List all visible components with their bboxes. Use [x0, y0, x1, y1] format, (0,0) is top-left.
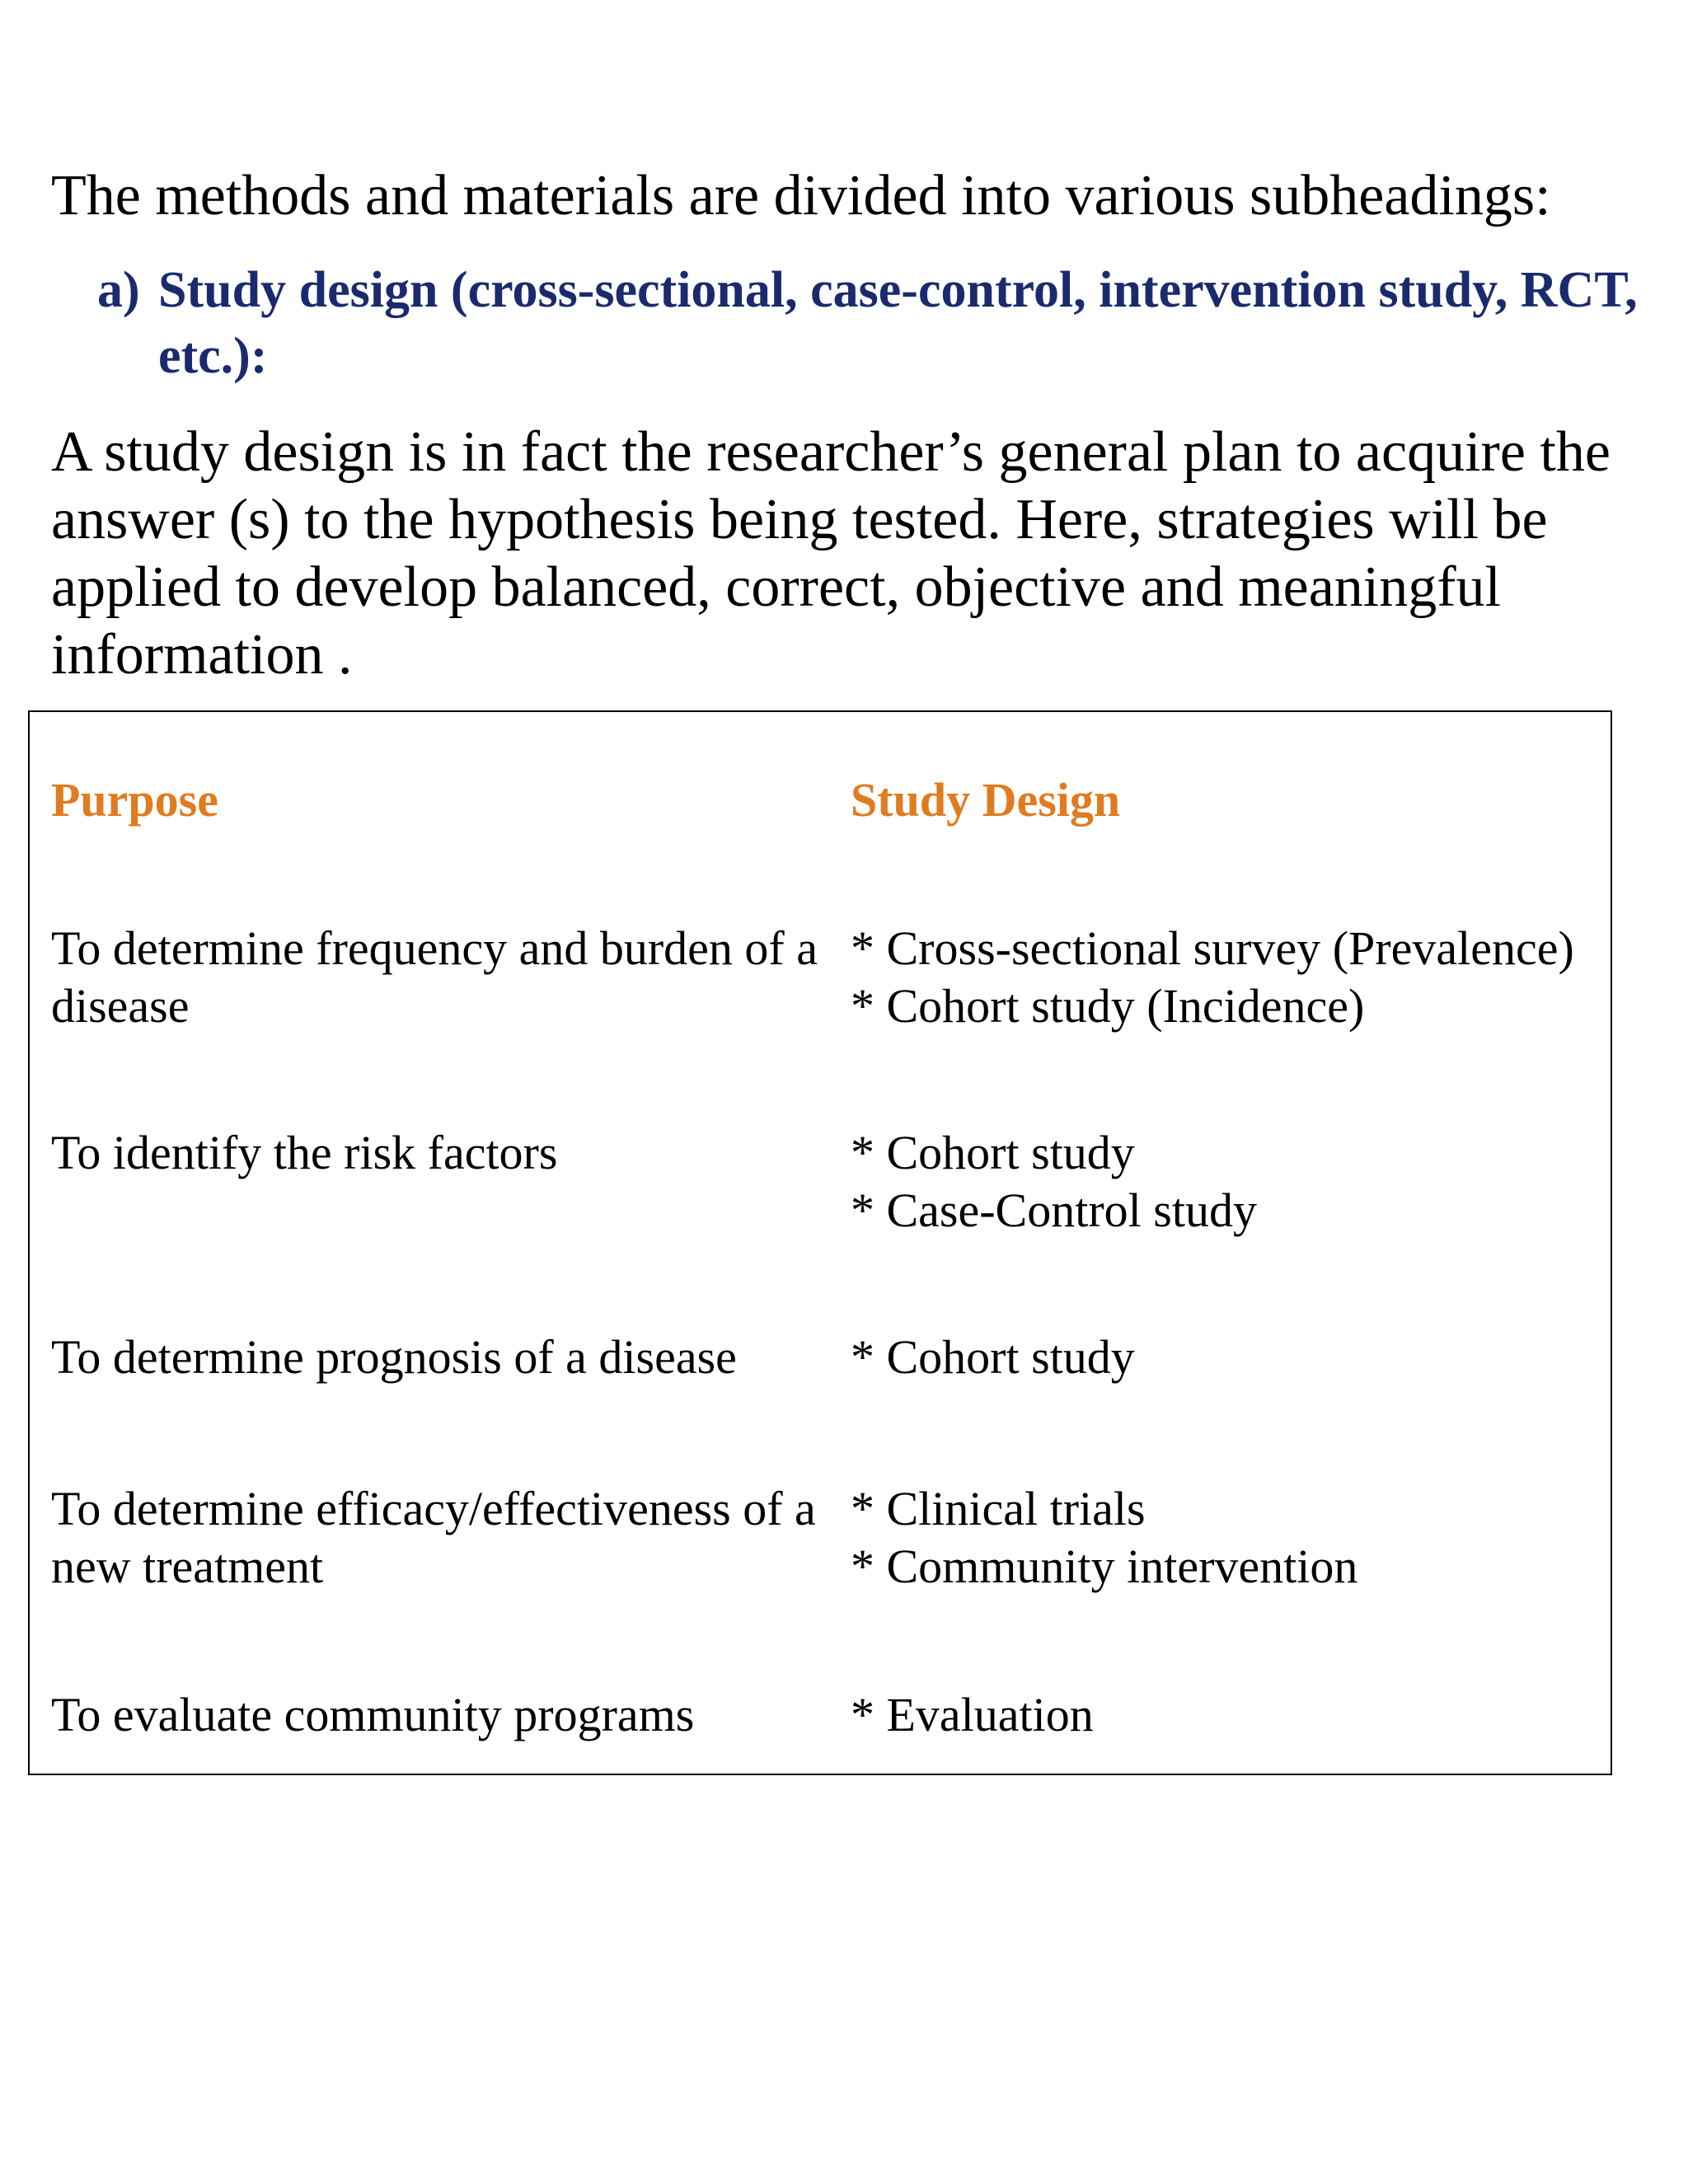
subheading-marker: a): [97, 262, 140, 318]
design-item: * Clinical trials: [851, 1482, 1146, 1535]
purpose-design-table: [28, 710, 1612, 1775]
design-item: * Cohort study (Incidence): [851, 979, 1365, 1033]
row-designs: [851, 1329, 1609, 1386]
row-purpose: To evaluate community programs: [51, 1688, 695, 1741]
design-item: * Evaluation: [851, 1688, 1094, 1741]
row-purpose: To determine frequency and burden of a disease: [51, 921, 818, 1033]
row-purpose: To identify the risk factors: [51, 1126, 558, 1179]
row-designs: [851, 1480, 1609, 1596]
row-purpose: To determine efficacy/effectiveness of a new treatment: [51, 1482, 816, 1593]
header-purpose: Purpose: [51, 773, 218, 827]
row-designs: [851, 1124, 1609, 1240]
row-purpose: To determine prognosis of a disease: [51, 1330, 737, 1384]
design-item: * Cohort study: [851, 1330, 1135, 1384]
design-item: * Case-Control study: [851, 1183, 1257, 1237]
design-item: * Cohort study: [851, 1126, 1135, 1179]
section-subheading: [97, 257, 1663, 389]
design-item: * Cross-sectional survey (Prevalence): [851, 921, 1574, 975]
design-item: * Community intervention: [851, 1540, 1358, 1593]
row-designs: [851, 920, 1609, 1035]
intro-text: The methods and materials are divided into various subheadings:: [51, 164, 1551, 227]
header-study-design: Study Design: [851, 773, 1121, 827]
study-design-paragraph: A study design is in fact the researcher’s general plan to acquire the answer (s) to the hypothesis being tested. Here, strategies will be applied to develop balanced, correct, objective and meaningful information .: [51, 420, 1611, 687]
subheading-text: Study design (cross-sectional, case-control, intervention study, RCT, etc.):: [158, 262, 1638, 384]
row-designs: [851, 1686, 1609, 1744]
